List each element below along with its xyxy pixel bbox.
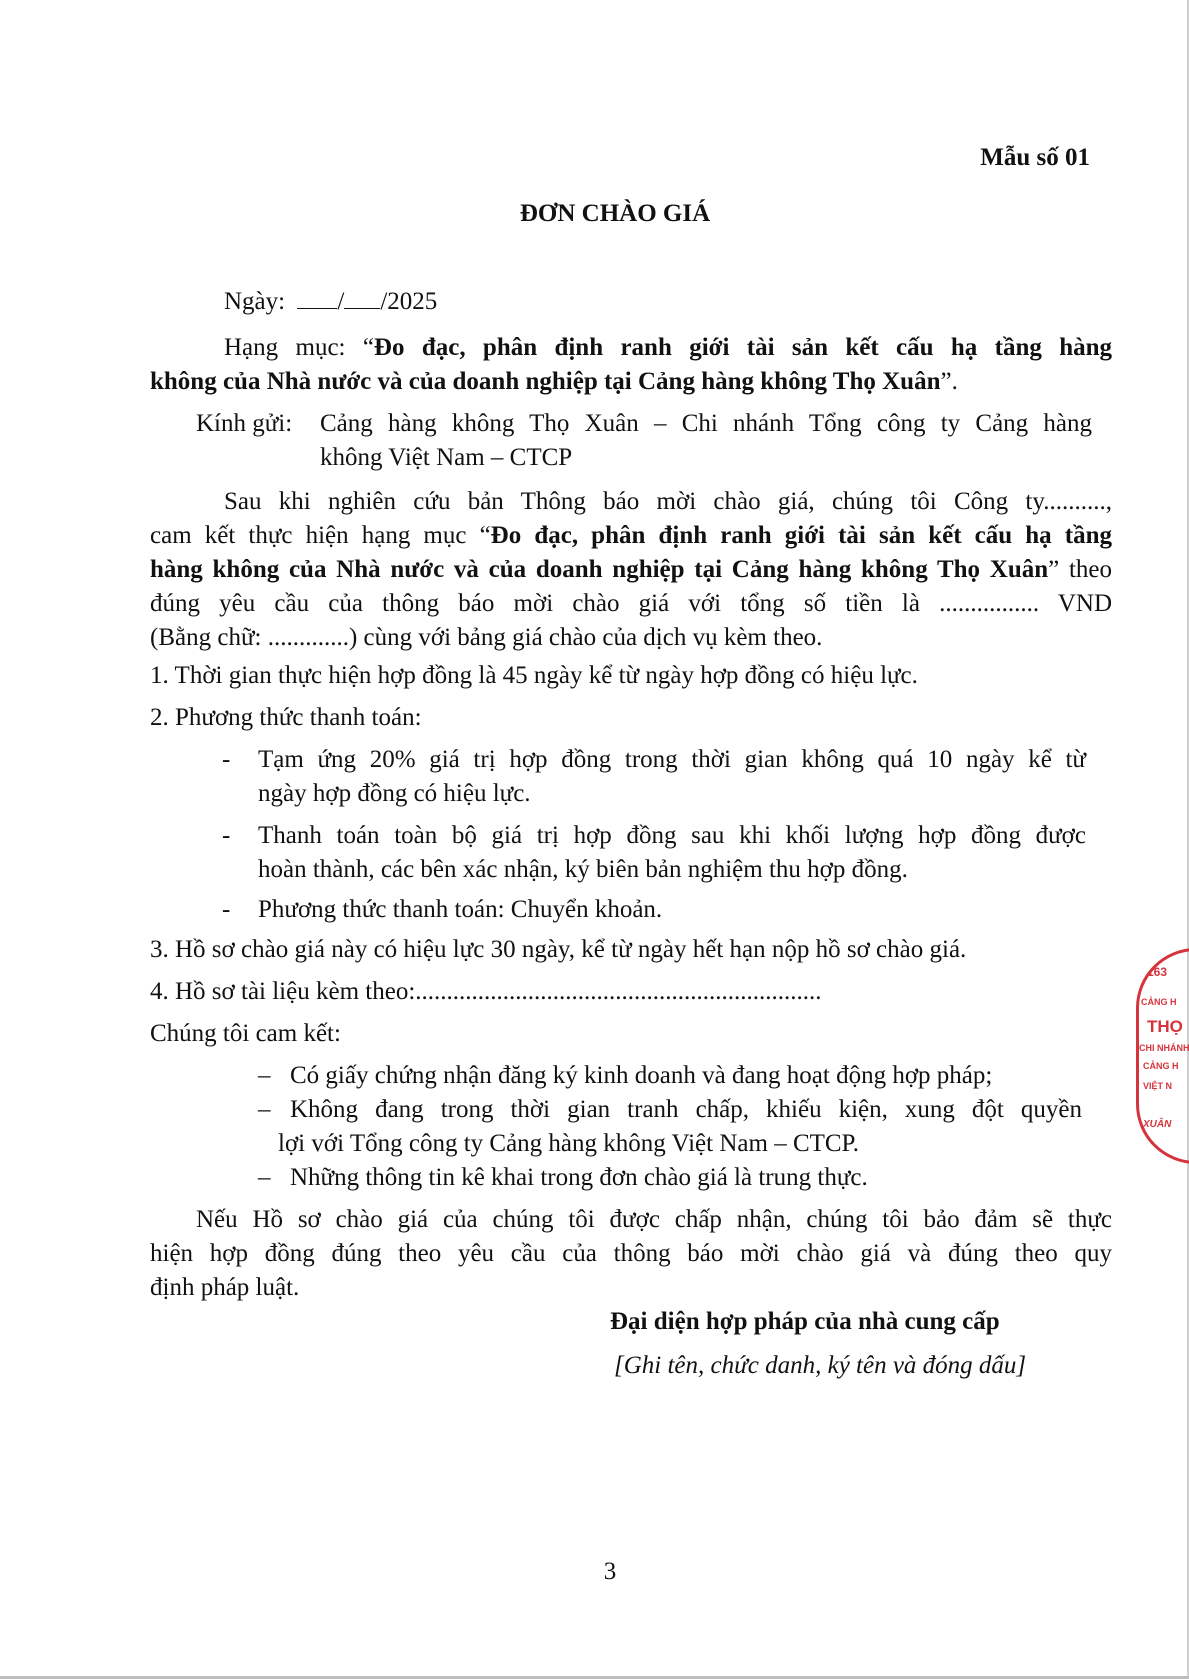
category-line-2 xyxy=(150,366,958,398)
payment-bullet-2: - xyxy=(222,822,231,849)
commitment-2-line-1: Không đang trong thời gian tranh chấp, khiếu kiện, xung đột quyền xyxy=(290,1096,1082,1123)
intro-line-2-bold: Đo đạc, phân định ranh giới tài sản kết cấu hạ tầng xyxy=(490,522,1112,549)
intro-line-2 xyxy=(150,520,1112,552)
commitment-2-line-2: lợi với Tổng công ty Cảng hàng không Việt Nam – CTCP. xyxy=(278,1130,859,1157)
commitment-bullet-1: – xyxy=(258,1062,271,1089)
commitment-bullet-3: – xyxy=(258,1164,271,1191)
closing-line-3: định pháp luật. xyxy=(150,1274,300,1301)
recipient-line-1: Cảng hàng không Thọ Xuân – Chi nhánh Tổng công ty Cảng hàng xyxy=(320,410,1092,437)
intro-line-3 xyxy=(150,554,1112,586)
page-number: 3 xyxy=(603,1558,617,1585)
document-title: ĐƠN CHÀO GIÁ xyxy=(519,200,711,227)
intro-line-3-bold: hàng không của Nhà nước và của doanh nghiệp tại Cảng hàng không Thọ Xuân xyxy=(150,556,1049,583)
category-name-1: Đo đạc, phân định ranh giới tài sản kết cấu hạ tầng hàng xyxy=(373,334,1113,361)
item-1: 1. Thời gian thực hiện hợp đồng là 45 ngày kể từ ngày hợp đồng có hiệu lực. xyxy=(150,662,918,689)
company-seal-stamp: 163 CẢNG H THỌ CHI NHÁNH CẢNG H VIỆT N XUÂN xyxy=(1136,948,1189,1164)
closing-line-1: Nếu Hồ sơ chào giá của chúng tôi được chấp nhận, chúng tôi bảo đảm sẽ thực xyxy=(196,1206,1112,1233)
payment-3: Phương thức thanh toán: Chuyển khoản. xyxy=(258,896,663,923)
date-label: Ngày: xyxy=(224,288,286,315)
payment-2-line-2: hoàn thành, các bên xác nhận, ký biên bản nghiệm thu hợp đồng. xyxy=(258,856,908,883)
signature-title: Đại diện hợp pháp của nhà cung cấp xyxy=(610,1308,1000,1335)
item-4: 4. Hồ sơ tài liệu kèm theo:................................................................. xyxy=(150,978,822,1005)
commitment-3: Những thông tin kê khai trong đơn chào giá là trung thực. xyxy=(290,1164,868,1191)
commitment-bullet-2: – xyxy=(258,1096,271,1123)
payment-1-line-2: ngày hợp đồng có hiệu lực. xyxy=(258,780,531,807)
item-2: 2. Phương thức thanh toán: xyxy=(150,704,422,731)
commitment-1: Có giấy chứng nhận đăng ký kinh doanh và đang hoạt động hợp pháp; xyxy=(290,1062,993,1089)
recipient-line-2: không Việt Nam – CTCP xyxy=(320,444,573,471)
payment-2-line-1: Thanh toán toàn bộ giá trị hợp đồng sau khi khối lượng hợp đồng được xyxy=(258,822,1086,849)
intro-line-3-suffix: ” theo xyxy=(1048,556,1113,583)
intro-line-1: Sau khi nghiên cứu bản Thông báo mời chào giá, chúng tôi Công ty.........., xyxy=(224,488,1112,515)
category-prefix: Hạng mục: “ xyxy=(224,334,374,361)
date-separator: / xyxy=(337,288,345,315)
category-line-1 xyxy=(224,332,1112,364)
category-name-2: không của Nhà nước và của doanh nghiệp tại Cảng hàng không Thọ Xuân xyxy=(150,368,941,395)
payment-1-line-1: Tạm ứng 20% giá trị hợp đồng trong thời gian không quá 10 ngày kể từ xyxy=(258,746,1086,773)
date-day-blank xyxy=(297,286,337,309)
intro-line-2-prefix: cam kết thực hiện hạng mục “ xyxy=(150,522,491,549)
intro-line-5: (Bằng chữ: .............) cùng với bảng giá chào của dịch vụ kèm theo. xyxy=(150,624,823,651)
form-number: Mẫu số 01 xyxy=(980,144,1090,171)
payment-bullet-1: - xyxy=(222,746,231,773)
commitment-heading: Chúng tôi cam kết: xyxy=(150,1020,341,1047)
payment-bullet-3: - xyxy=(222,896,231,923)
item-3: 3. Hồ sơ chào giá này có hiệu lực 30 ngày, kể từ ngày hết hạn nộp hồ sơ chào giá. xyxy=(150,936,967,963)
closing-line-2: hiện hợp đồng đúng theo yêu cầu của thông báo mời chào giá và đúng theo quy xyxy=(150,1240,1112,1267)
signature-note: [Ghi tên, chức danh, ký tên và đóng dấu] xyxy=(614,1352,1027,1379)
date-line xyxy=(224,286,437,318)
recipient-label: Kính gửi: xyxy=(196,410,293,437)
intro-line-4: đúng yêu cầu của thông báo mời chào giá với tổng số tiền là ................ VND xyxy=(150,590,1112,617)
category-suffix: ”. xyxy=(940,368,958,395)
date-year: /2025 xyxy=(380,288,438,315)
date-month-blank xyxy=(344,286,380,309)
